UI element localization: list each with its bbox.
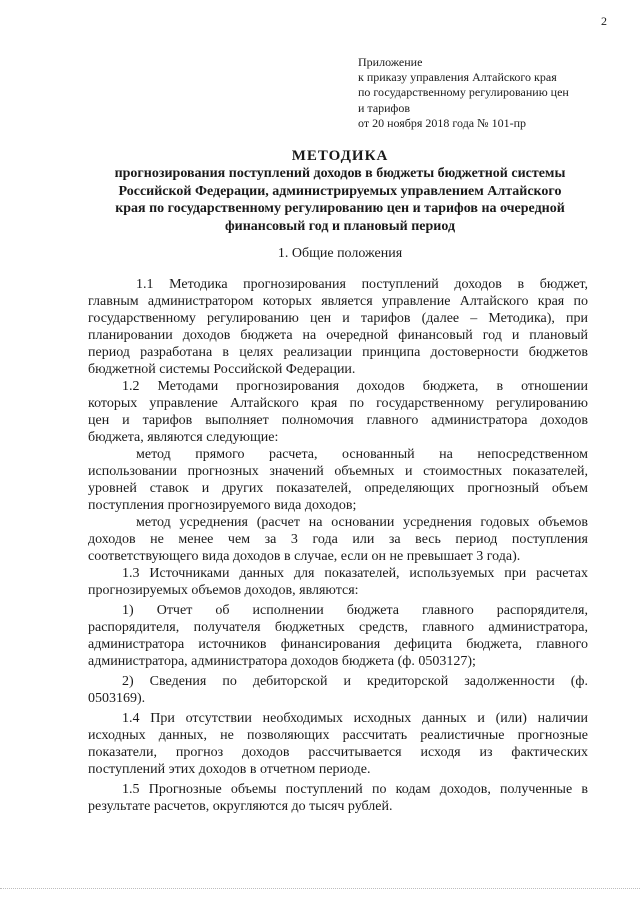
text-line: 2) Сведения по дебиторской и кредиторской задолженности (ф. — [122, 674, 588, 689]
text-line: бюджета, являются следующие: — [88, 430, 279, 445]
paragraph-1-4 — [88, 710, 588, 778]
annex-block — [358, 55, 618, 131]
subtitle-line: прогнозирования поступлений доходов в бюджеты бюджетной системы — [114, 166, 566, 181]
annex-line: Приложение — [358, 55, 423, 69]
text-line: 1.3 Источниками данных для показателей, используемых при расчетах — [122, 566, 588, 581]
title-block — [85, 147, 595, 235]
text-line: 1.4 При отсутствии необходимых исходных данных и (или) наличии — [122, 711, 588, 726]
text-line: 1.5 Прогнозные объемы поступлений по кодам доходов, полученные в — [122, 782, 588, 797]
text-line: бюджетной системы Российской Федерации. — [88, 362, 356, 377]
text-line: государственному регулированию цен и тарифов (далее – Методика), при — [88, 311, 588, 326]
text-line: 0503169). — [88, 691, 146, 706]
text-line: период разработана в целях реализации принципа достоверности бюджетов — [88, 345, 588, 360]
page-number: 2 — [601, 14, 607, 28]
text-line: главным администратором которых является управление Алтайского края по — [88, 294, 588, 309]
subtitle-line: финансовый год и плановый период — [224, 218, 456, 234]
paragraph-1-3 — [88, 565, 588, 599]
paragraph-1-5 — [88, 781, 588, 815]
document-body — [88, 276, 588, 815]
text-line: метод усреднения (расчет на основании усреднения годовых объемов — [136, 515, 588, 530]
document-subtitle — [85, 165, 595, 235]
document-title: МЕТОДИКА — [291, 148, 389, 164]
text-line: администратора источников финансирования дефицита бюджета, главного — [88, 637, 588, 652]
text-line: использовании прогнозных значений объемных и стоимостных показателей, — [88, 464, 588, 479]
subtitle-line: края по государственному регулированию цен и тарифов на очередной — [115, 201, 565, 217]
section-title: 1. Общие положения — [277, 246, 403, 261]
paragraph-1-1 — [88, 276, 588, 378]
text-line: результате расчетов, округляются до тысяч рублей. — [88, 799, 393, 814]
scan-edge-divider — [0, 888, 640, 889]
annex-line: к приказу управления Алтайского края — [358, 70, 557, 85]
paragraph-method-direct — [88, 446, 588, 514]
text-line: доходов не менее чем за 3 года или за весь период поступления — [88, 532, 588, 547]
text-line: распорядителя, получателя бюджетных средств, главного администратора, — [88, 620, 588, 635]
text-line: 1) Отчет об исполнении бюджета главного распорядителя, — [122, 603, 588, 618]
text-line: 1.2 Методами прогнозирования доходов бюджета, в отношении — [122, 379, 588, 394]
paragraph-1-2 — [88, 378, 588, 446]
paragraph-source-2 — [88, 673, 588, 707]
annex-line: и тарифов — [358, 100, 411, 115]
paragraph-source-1 — [88, 602, 588, 670]
text-line: показатели, прогноз доходов рассчитывается исходя из фактических — [88, 745, 588, 760]
text-line: поступления прогнозируемого вида доходов; — [88, 498, 357, 513]
annex-line: по государственному регулированию цен — [358, 85, 569, 100]
text-line: 1.1 Методика прогнозирования поступлений доходов в бюджет, — [136, 277, 588, 292]
subtitle-line: Российской Федерации, администрируемых управлением Алтайского — [118, 183, 562, 199]
text-line: уровней ставок и других показателей, определяющих прогнозный объем — [88, 481, 588, 496]
paragraph-method-average — [88, 514, 588, 565]
text-line: метод прямого расчета, основанный на непосредственном — [136, 447, 588, 462]
text-line: исходных данных, не позволяющих рассчитать реалистичные прогнозные — [88, 728, 588, 743]
text-line: цен и тарифов выполняет полномочия главного администратора доходов — [88, 413, 588, 428]
text-line: планировании доходов бюджета на очередной финансовый год и плановый — [88, 328, 588, 343]
annex-line: от 20 ноября 2018 года № 101-пр — [358, 115, 526, 130]
text-line: которых управление Алтайского края по государственному регулированию — [88, 396, 588, 411]
text-line: поступлений этих доходов в отчетном периоде. — [88, 762, 371, 777]
text-line: администратора, администратора доходов бюджета (ф. 0503127); — [88, 654, 476, 669]
text-line: прогнозируемых объемов доходов, являются: — [88, 583, 359, 598]
text-line: соответствующего вида доходов в случае, если он не превышает 3 года). — [88, 549, 521, 564]
